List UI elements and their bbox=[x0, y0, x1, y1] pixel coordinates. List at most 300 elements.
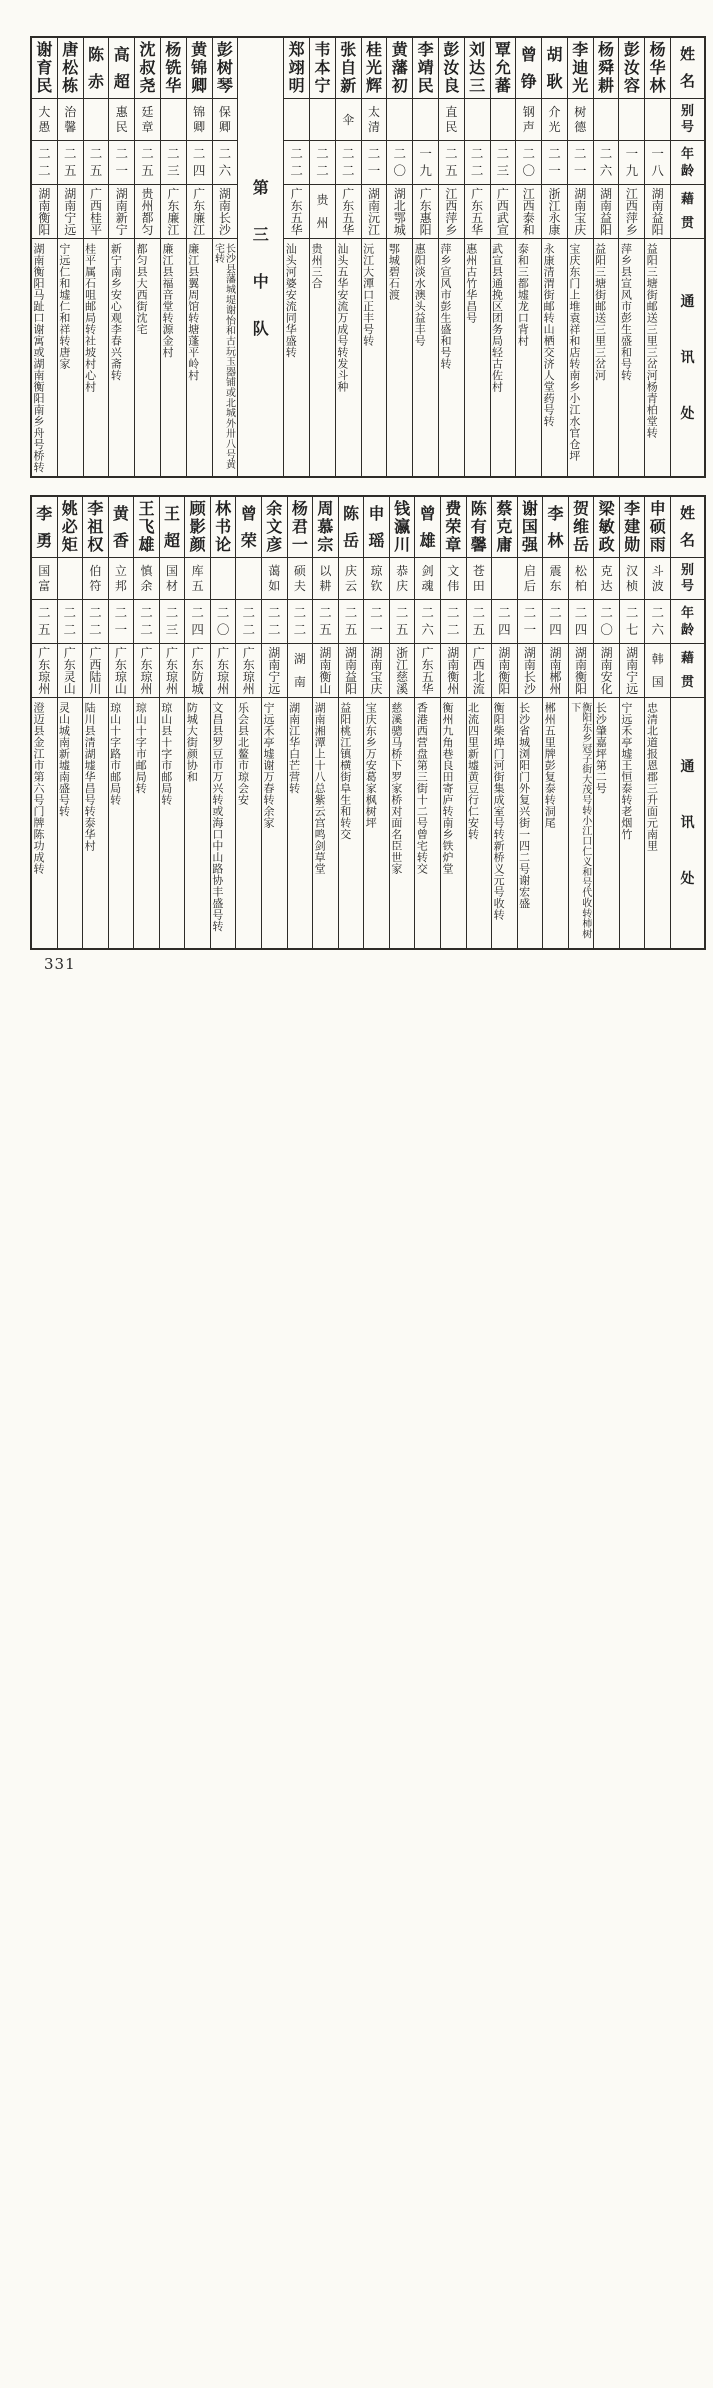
person-alias: 树 德 bbox=[568, 98, 593, 140]
address-text: 琼山县十字市邮局转 bbox=[159, 702, 173, 806]
person-native-place: 贵 州 都 匀 bbox=[135, 184, 160, 238]
person-age: 二 六 bbox=[213, 140, 238, 184]
person-native-place: 贵 州 bbox=[310, 184, 335, 238]
person-name: 彭 汝 容 bbox=[623, 40, 640, 95]
address-text: 琼山十字路市邮局转 bbox=[108, 702, 122, 806]
person-native-place: 广 东 琼 州 bbox=[160, 643, 185, 697]
person-alias bbox=[619, 98, 644, 140]
person-native-place: 湖 南 宝 庆 bbox=[568, 184, 593, 238]
person-alias bbox=[310, 98, 335, 140]
address-text: 宁远禾亭墟王恒泰转老烟竹 bbox=[619, 702, 633, 840]
header-native-place-label: 藉 贯 bbox=[671, 184, 704, 238]
person-name: 沈 叔 尧 bbox=[139, 40, 156, 95]
person-native-place: 广 东 琼 山 bbox=[109, 643, 134, 697]
person-alias bbox=[84, 98, 109, 140]
person-name: 林 书 论 bbox=[215, 499, 232, 554]
person-column bbox=[159, 497, 185, 948]
person-age: 二 二 bbox=[336, 140, 361, 184]
address-text: 惠州古竹华昌号 bbox=[464, 243, 478, 324]
person-alias: 国 材 bbox=[160, 557, 185, 599]
person-alias: 汉 桢 bbox=[620, 557, 645, 599]
person-name: 曾 铮 bbox=[520, 44, 537, 91]
address-text: 北流四里新墟黄豆行仁安转 bbox=[466, 702, 480, 840]
person-column bbox=[32, 38, 57, 476]
person-alias: 以 耕 bbox=[313, 557, 338, 599]
person-name: 覃 允 蕃 bbox=[494, 40, 511, 95]
person-age: 二 一 bbox=[109, 140, 134, 184]
address-text: 湖南湘潭上十八总紫云宫鸣剑草堂 bbox=[313, 702, 327, 875]
person-native-place: 广 东 琼 州 bbox=[236, 643, 261, 697]
address-text: 新宁南乡安心观李春兴斋转 bbox=[109, 243, 123, 381]
person-alias: 慎 余 bbox=[134, 557, 159, 599]
page-number: 331 bbox=[44, 955, 76, 973]
person-name: 陈 赤 bbox=[87, 44, 104, 91]
person-contact-address bbox=[262, 697, 287, 948]
person-native-place: 湖 南 bbox=[288, 643, 313, 697]
person-alias: 保 卿 bbox=[213, 98, 238, 140]
person-native-place: 广 东 灵 山 bbox=[58, 643, 83, 697]
address-text: 益阳桃江镇横街阜生和转交 bbox=[338, 702, 352, 840]
person-native-place: 广 东 廉 江 bbox=[161, 184, 186, 238]
person-age: 二 五 bbox=[439, 140, 464, 184]
person-column bbox=[83, 38, 109, 476]
person-native-place: 广 东 琼 州 bbox=[134, 643, 159, 697]
person-native-place: 广 东 惠 阳 bbox=[413, 184, 438, 238]
person-name: 费 荣 章 bbox=[445, 499, 462, 554]
person-contact-address bbox=[284, 238, 309, 476]
person-column bbox=[335, 38, 361, 476]
person-age: 二 四 bbox=[543, 599, 568, 643]
person-age: 二 五 bbox=[135, 140, 160, 184]
person-column bbox=[386, 38, 412, 476]
person-alias: 太 清 bbox=[362, 98, 387, 140]
person-native-place: 广 东 廉 江 bbox=[187, 184, 212, 238]
person-native-place: 湖 南 宁 远 bbox=[620, 643, 645, 697]
person-name: 王 超 bbox=[164, 503, 181, 550]
address-text: 泰和三都墟龙口背村 bbox=[516, 243, 530, 347]
person-contact-address bbox=[83, 697, 108, 948]
person-contact-address bbox=[135, 238, 160, 476]
person-contact-address bbox=[211, 697, 236, 948]
person-alias bbox=[387, 98, 412, 140]
person-name: 桂 光 辉 bbox=[366, 40, 383, 95]
person-column bbox=[389, 497, 415, 948]
person-column bbox=[644, 38, 670, 476]
person-name: 李 迪 光 bbox=[572, 40, 589, 95]
person-native-place: 浙 江 慈 溪 bbox=[390, 643, 415, 697]
address-text: 慈溪骢马桥下罗家桥对面名臣世家 bbox=[389, 702, 403, 875]
person-age: 二 一 bbox=[109, 599, 134, 643]
person-alias: 廷 章 bbox=[135, 98, 160, 140]
roster-table-top bbox=[30, 36, 706, 478]
address-text: 防城大街颜协和 bbox=[185, 702, 199, 783]
person-name: 张 自 新 bbox=[340, 40, 357, 95]
address-text: 惠阳淡水澳头益丰号 bbox=[413, 243, 427, 347]
person-column bbox=[210, 497, 236, 948]
address-text: 琼山十字市邮局转 bbox=[134, 702, 148, 794]
person-column bbox=[593, 38, 619, 476]
person-alias: 伞 bbox=[336, 98, 361, 140]
person-column bbox=[568, 497, 594, 948]
address-text: 桂平属石咀邮局转社坡村心村 bbox=[83, 243, 97, 393]
person-column bbox=[619, 497, 645, 948]
person-alias: 直 民 bbox=[439, 98, 464, 140]
person-contact-address bbox=[439, 238, 464, 476]
person-native-place: 江 西 萍 乡 bbox=[439, 184, 464, 238]
person-age: 二 一 bbox=[364, 599, 389, 643]
address-text: 萍乡宣风市彭生盛和号转 bbox=[438, 243, 452, 370]
person-contact-address bbox=[32, 238, 57, 476]
address-text: 益阳三塘街邮送三里三岔河 bbox=[593, 243, 607, 381]
person-age: 一 九 bbox=[413, 140, 438, 184]
person-column bbox=[440, 497, 466, 948]
person-name: 李 林 bbox=[547, 503, 564, 550]
person-column bbox=[57, 38, 83, 476]
person-name: 黄 香 bbox=[112, 503, 129, 550]
header-alias-label: 别 号 bbox=[671, 557, 704, 599]
person-alias: 震 东 bbox=[543, 557, 568, 599]
person-contact-address bbox=[413, 238, 438, 476]
person-column bbox=[212, 38, 238, 476]
header-age-label: 年 龄 bbox=[671, 599, 704, 643]
person-column bbox=[438, 38, 464, 476]
person-name: 钱 瀛 川 bbox=[394, 499, 411, 554]
person-column bbox=[283, 38, 309, 476]
person-age: 二 二 bbox=[83, 599, 108, 643]
person-column bbox=[541, 38, 567, 476]
roster-table-bottom bbox=[30, 495, 706, 950]
person-age: 二 四 bbox=[185, 599, 210, 643]
person-native-place: 湖 北 鄂 城 bbox=[387, 184, 412, 238]
person-age: 二 二 bbox=[310, 140, 335, 184]
person-alias: 苍 田 bbox=[467, 557, 492, 599]
person-native-place: 湖 南 安 化 bbox=[594, 643, 619, 697]
person-alias: 琼 钦 bbox=[364, 557, 389, 599]
person-alias: 硕 夫 bbox=[288, 557, 313, 599]
person-alias bbox=[58, 557, 83, 599]
address-text: 长沙省城浏阳门外复兴街一四二号谢宏盛 bbox=[517, 702, 531, 909]
person-age: 二 六 bbox=[645, 599, 670, 643]
address-text: 宝庆东乡万安葛家枫树坪 bbox=[364, 702, 378, 829]
person-age: 二 一 bbox=[568, 140, 593, 184]
person-column bbox=[287, 497, 313, 948]
person-contact-address bbox=[213, 238, 238, 476]
person-contact-address bbox=[58, 697, 83, 948]
person-name: 胡 耿 bbox=[546, 44, 563, 91]
person-age: 二 二 bbox=[58, 599, 83, 643]
person-age: 一 九 bbox=[619, 140, 644, 184]
person-age: 二 二 bbox=[465, 140, 490, 184]
person-native-place: 湖 南 沅 江 bbox=[362, 184, 387, 238]
person-contact-address bbox=[619, 238, 644, 476]
person-native-place: 广 西 武 宣 bbox=[491, 184, 516, 238]
person-column bbox=[235, 497, 261, 948]
person-name: 李 祖 权 bbox=[87, 499, 104, 554]
person-name: 申 瑶 bbox=[368, 503, 385, 550]
person-contact-address bbox=[518, 697, 543, 948]
person-column bbox=[338, 497, 364, 948]
person-name: 蔡 克 庸 bbox=[496, 499, 513, 554]
person-native-place: 广 西 桂 平 bbox=[84, 184, 109, 238]
person-age: 二 二 bbox=[441, 599, 466, 643]
person-name: 彭 树 琴 bbox=[216, 40, 233, 95]
person-column bbox=[184, 497, 210, 948]
person-alias: 斗 波 bbox=[645, 557, 670, 599]
address-text: 湖南江华白芒营转 bbox=[287, 702, 301, 794]
address-text: 长沙肇嘉坪第二号 bbox=[594, 702, 608, 794]
person-contact-address bbox=[160, 697, 185, 948]
person-age: 二 〇 bbox=[594, 599, 619, 643]
person-age: 二 二 bbox=[32, 140, 57, 184]
person-name: 申 硕 雨 bbox=[649, 499, 666, 554]
person-age: 一 八 bbox=[645, 140, 670, 184]
person-column bbox=[160, 38, 186, 476]
person-contact-address bbox=[491, 238, 516, 476]
person-native-place: 广 东 五 华 bbox=[284, 184, 309, 238]
person-alias: 立 邦 bbox=[109, 557, 134, 599]
person-native-place: 韩 国 bbox=[645, 643, 670, 697]
person-name: 陈 岳 bbox=[342, 503, 359, 550]
person-name: 周 慕 宗 bbox=[317, 499, 334, 554]
address-text: 武宣县通挽区团务局轻古佐村 bbox=[490, 243, 504, 393]
person-contact-address bbox=[542, 238, 567, 476]
address-text: 贵州三合 bbox=[310, 243, 324, 289]
person-name: 李 建 勋 bbox=[624, 499, 641, 554]
person-native-place: 广 东 琼 州 bbox=[32, 643, 57, 697]
person-age: 二 六 bbox=[415, 599, 440, 643]
scanned-roster-page bbox=[0, 0, 713, 1024]
person-contact-address bbox=[516, 238, 541, 476]
person-native-place: 江 西 泰 和 bbox=[516, 184, 541, 238]
person-name: 王 飞 雄 bbox=[138, 499, 155, 554]
address-text: 宝庆东门上堆袁祥和店转南乡小江水官仓坪 bbox=[567, 243, 581, 462]
header-contact-label: 通 讯 处 bbox=[671, 238, 704, 476]
person-alias: 蔼 如 bbox=[262, 557, 287, 599]
person-contact-address bbox=[467, 697, 492, 948]
person-age: 二 四 bbox=[187, 140, 212, 184]
person-name: 陈 有 馨 bbox=[470, 499, 487, 554]
person-alias: 介 光 bbox=[542, 98, 567, 140]
person-contact-address bbox=[288, 697, 313, 948]
person-column bbox=[361, 38, 387, 476]
person-alias bbox=[413, 98, 438, 140]
person-column bbox=[517, 497, 543, 948]
person-native-place: 湖 南 衡 阳 bbox=[569, 643, 594, 697]
person-contact-address bbox=[339, 697, 364, 948]
person-contact-address bbox=[134, 697, 159, 948]
header-alias-label: 别 号 bbox=[671, 98, 704, 140]
person-name: 顾 影 颜 bbox=[189, 499, 206, 554]
person-native-place: 湖 南 益 阳 bbox=[339, 643, 364, 697]
person-age: 二 二 bbox=[284, 140, 309, 184]
person-native-place: 江 西 萍 乡 bbox=[619, 184, 644, 238]
address-text: 廉江县翼周馆转塘蓬平岭村 bbox=[186, 243, 200, 381]
person-age: 二 二 bbox=[236, 599, 261, 643]
person-column bbox=[542, 497, 568, 948]
person-native-place: 广 东 五 华 bbox=[415, 643, 440, 697]
address-text: 萍乡县宣风市彭生盛和号转 bbox=[619, 243, 633, 381]
person-name: 郑 翊 明 bbox=[288, 40, 305, 95]
person-age: 二 三 bbox=[491, 140, 516, 184]
address-text: 澄迈县金江市第六号门牌陈功成转 bbox=[31, 702, 45, 875]
person-native-place: 湖 南 衡 阳 bbox=[32, 184, 57, 238]
address-text: 宁远禾亭墟谢万春转余家 bbox=[262, 702, 275, 829]
person-age: 二 五 bbox=[84, 140, 109, 184]
table-header-column bbox=[670, 38, 704, 476]
address-text: 永康清渭街邮转山栖交济人堂药号转 bbox=[542, 243, 556, 427]
person-column bbox=[261, 497, 287, 948]
header-native-place-label: 藉 贯 bbox=[671, 643, 704, 697]
address-text: 郴州五里牌彭复泰转洞尾 bbox=[543, 702, 557, 829]
person-column bbox=[82, 497, 108, 948]
person-alias: 启 后 bbox=[518, 557, 543, 599]
address-text: 灵山城南新墟南盛号转 bbox=[57, 702, 71, 817]
person-alias: 恭 庆 bbox=[390, 557, 415, 599]
person-alias: 剑 魂 bbox=[415, 557, 440, 599]
address-text: 廉江县福音堂转源金村 bbox=[160, 243, 174, 358]
address-text: 宁远仁和墟仁和祥转唐家 bbox=[57, 243, 71, 370]
person-contact-address bbox=[390, 697, 415, 948]
person-contact-address bbox=[236, 697, 261, 948]
person-contact-address bbox=[336, 238, 361, 476]
person-native-place: 湖 南 衡 山 bbox=[313, 643, 338, 697]
person-name: 唐 松 栋 bbox=[62, 40, 79, 95]
person-name: 黄 锦 卿 bbox=[191, 40, 208, 95]
person-contact-address bbox=[620, 697, 645, 948]
person-native-place: 广 西 陆 川 bbox=[83, 643, 108, 697]
person-contact-address bbox=[109, 697, 134, 948]
person-alias: 库 五 bbox=[185, 557, 210, 599]
person-column bbox=[134, 38, 160, 476]
person-alias: 锦 卿 bbox=[187, 98, 212, 140]
person-age: 二 〇 bbox=[387, 140, 412, 184]
person-column bbox=[491, 497, 517, 948]
person-name: 杨 华 林 bbox=[649, 40, 666, 95]
person-column bbox=[309, 38, 335, 476]
person-column bbox=[363, 497, 389, 948]
person-name: 刘 达 三 bbox=[469, 40, 486, 95]
person-age: 二 七 bbox=[620, 599, 645, 643]
address-text: 益阳三塘街邮送三里三岔河杨青柏堂转 bbox=[645, 243, 659, 439]
person-age: 二 一 bbox=[518, 599, 543, 643]
address-text: 衡阳柴埠门河街集成室号转新桥义元号收转 bbox=[492, 702, 506, 921]
header-age-label: 年 龄 bbox=[671, 140, 704, 184]
person-alias: 惠 民 bbox=[109, 98, 134, 140]
person-age: 二 二 bbox=[134, 599, 159, 643]
squad-column bbox=[237, 38, 283, 476]
person-age: 二 三 bbox=[161, 140, 186, 184]
person-alias bbox=[645, 98, 670, 140]
person-age: 二 六 bbox=[594, 140, 619, 184]
person-alias: 庆 云 bbox=[339, 557, 364, 599]
person-age: 二 五 bbox=[32, 599, 57, 643]
person-contact-address bbox=[569, 697, 594, 948]
person-alias: 大 愚 bbox=[32, 98, 57, 140]
person-age: 二 三 bbox=[160, 599, 185, 643]
person-age: 二 〇 bbox=[211, 599, 236, 643]
person-native-place: 湖 南 长 沙 bbox=[213, 184, 238, 238]
person-column bbox=[466, 497, 492, 948]
person-contact-address bbox=[364, 697, 389, 948]
person-name: 韦 本 宁 bbox=[314, 40, 331, 95]
person-age: 二 五 bbox=[467, 599, 492, 643]
address-text: 汕头五华安流万成号转发斗种 bbox=[335, 243, 349, 393]
person-column bbox=[414, 497, 440, 948]
person-native-place: 湖 南 衡 阳 bbox=[492, 643, 517, 697]
person-name: 杨 铣 华 bbox=[165, 40, 182, 95]
person-age: 二 五 bbox=[58, 140, 83, 184]
person-alias bbox=[236, 557, 261, 599]
address-text: 汕头河婆安流同华盛转 bbox=[284, 243, 298, 358]
person-contact-address bbox=[594, 238, 619, 476]
person-age: 二 〇 bbox=[516, 140, 541, 184]
person-alias: 治 馨 bbox=[58, 98, 83, 140]
person-column bbox=[32, 497, 57, 948]
person-age: 二 一 bbox=[542, 140, 567, 184]
person-contact-address bbox=[465, 238, 490, 476]
person-age: 二 四 bbox=[569, 599, 594, 643]
person-age: 二 一 bbox=[362, 140, 387, 184]
person-contact-address bbox=[187, 238, 212, 476]
person-column bbox=[108, 497, 134, 948]
person-contact-address bbox=[109, 238, 134, 476]
person-contact-address bbox=[387, 238, 412, 476]
person-column bbox=[312, 497, 338, 948]
person-column bbox=[490, 38, 516, 476]
person-native-place: 湖 南 益 阳 bbox=[645, 184, 670, 238]
person-name: 谢 国 强 bbox=[521, 499, 538, 554]
person-column bbox=[133, 497, 159, 948]
person-native-place: 广 东 五 华 bbox=[465, 184, 490, 238]
person-native-place: 湖 南 宁 远 bbox=[58, 184, 83, 238]
address-text: 湖南衡阳马趾口谢寓或湖南衡阳南乡舟号桥转 bbox=[32, 243, 46, 473]
header-contact-label: 通 讯 处 bbox=[671, 697, 704, 948]
person-name: 杨 君 一 bbox=[291, 499, 308, 554]
person-name: 谢 育 民 bbox=[36, 40, 53, 95]
person-age: 二 五 bbox=[339, 599, 364, 643]
person-contact-address bbox=[492, 697, 517, 948]
person-alias bbox=[491, 98, 516, 140]
squad-label: 第 三 中 队 bbox=[252, 178, 269, 338]
person-name: 黄 藩 初 bbox=[391, 40, 408, 95]
person-column bbox=[412, 38, 438, 476]
person-column bbox=[593, 497, 619, 948]
address-text: 香港西营盘第三街十二号曾宅转交 bbox=[415, 702, 429, 875]
person-native-place: 湖 南 衡 州 bbox=[441, 643, 466, 697]
person-contact-address bbox=[568, 238, 593, 476]
person-name: 李 勇 bbox=[36, 503, 53, 550]
person-name: 姚 必 矩 bbox=[61, 499, 78, 554]
person-name: 余 文 彦 bbox=[266, 499, 283, 554]
person-name: 曾 雄 bbox=[419, 503, 436, 550]
person-contact-address bbox=[185, 697, 210, 948]
person-age: 二 二 bbox=[288, 599, 313, 643]
person-contact-address bbox=[84, 238, 109, 476]
person-native-place: 湖 南 宝 庆 bbox=[364, 643, 389, 697]
person-native-place: 湖 南 郴 州 bbox=[543, 643, 568, 697]
person-column bbox=[108, 38, 134, 476]
person-column bbox=[57, 497, 83, 948]
person-age: 二 四 bbox=[492, 599, 517, 643]
person-alias bbox=[161, 98, 186, 140]
person-native-place: 湖 南 宁 远 bbox=[262, 643, 287, 697]
person-column bbox=[186, 38, 212, 476]
person-contact-address bbox=[594, 697, 619, 948]
person-column bbox=[464, 38, 490, 476]
person-alias: 伯 符 bbox=[83, 557, 108, 599]
person-alias: 国 富 bbox=[32, 557, 57, 599]
address-text: 乐会县北鳌市琼会安 bbox=[236, 702, 250, 806]
